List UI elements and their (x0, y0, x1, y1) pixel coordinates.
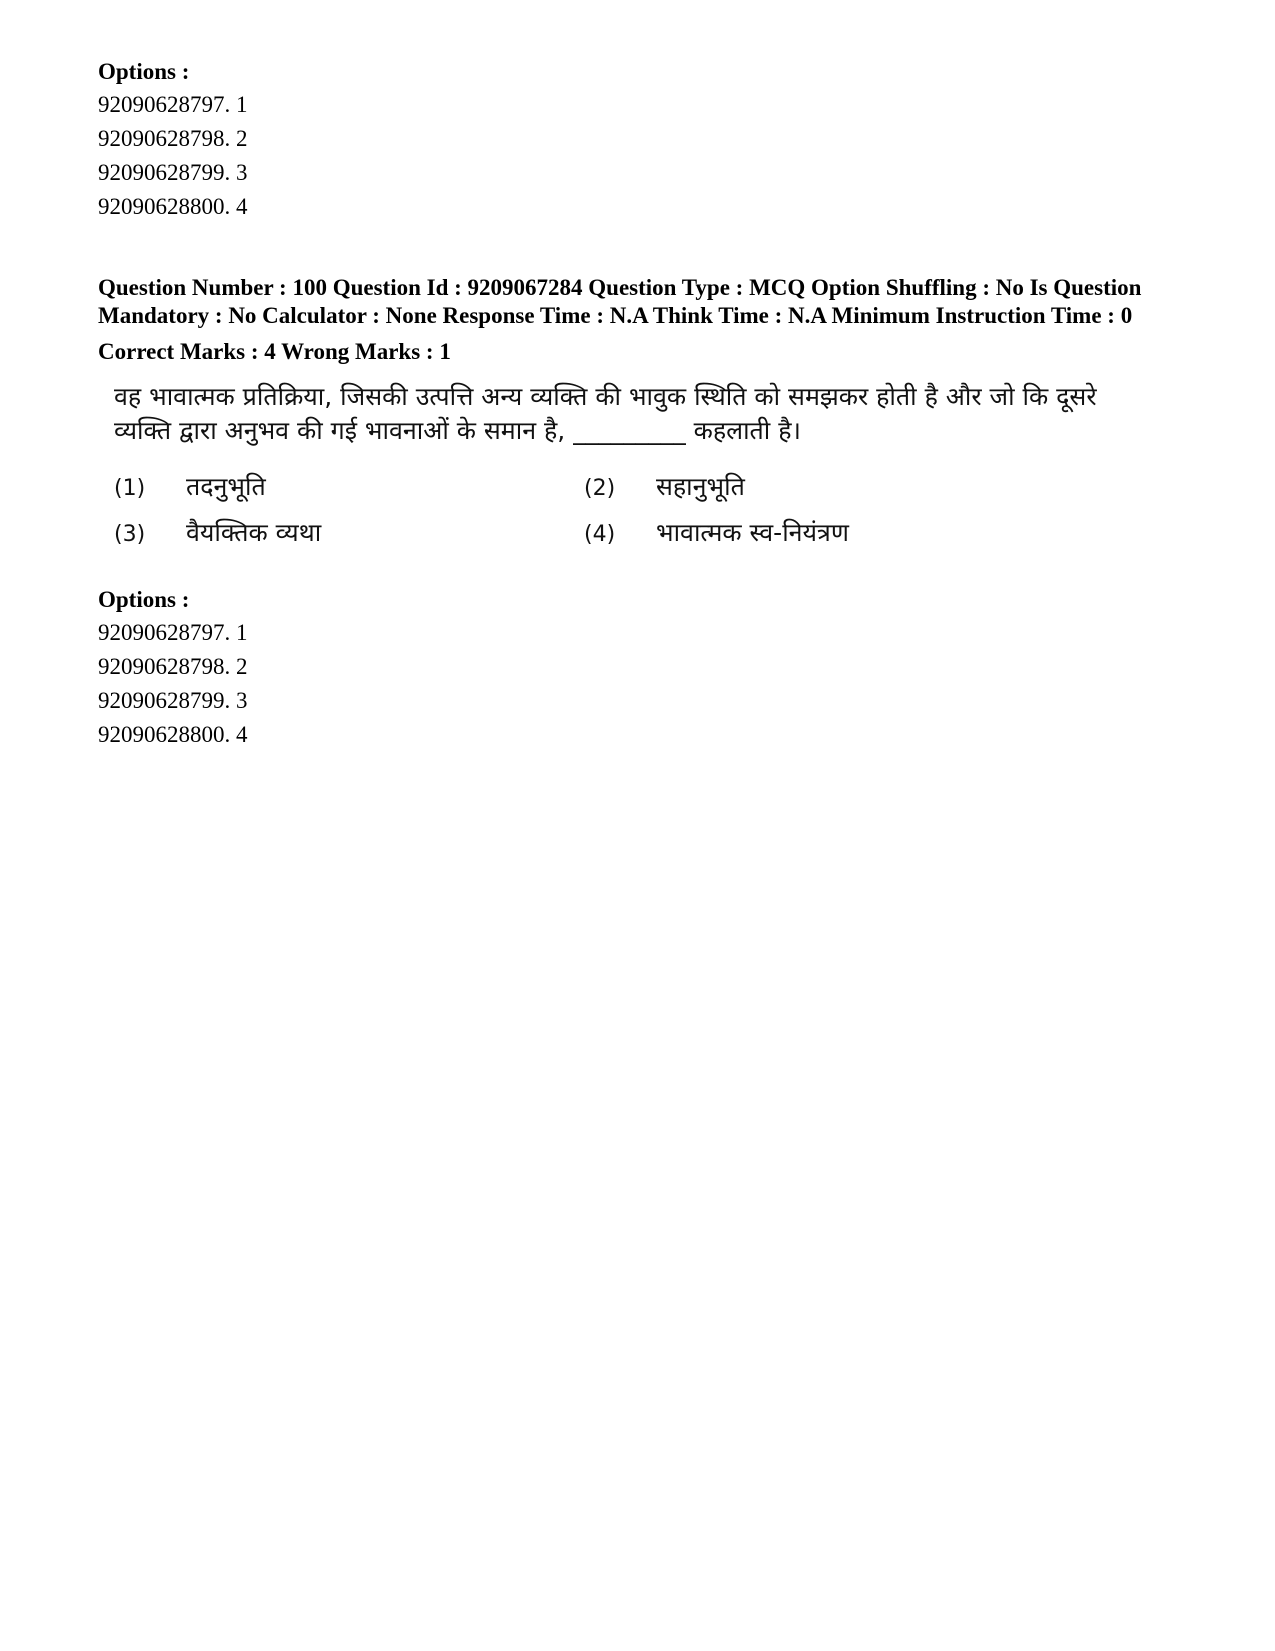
question-marks: Correct Marks : 4 Wrong Marks : 1 (98, 339, 451, 364)
choice-2 (584, 470, 1054, 506)
choice-number: (2) (584, 476, 616, 501)
choice-number: (3) (114, 522, 146, 547)
option-line: 92090628799. 3 (98, 160, 248, 185)
choice-1 (114, 470, 584, 506)
choices-grid (114, 470, 1114, 552)
question-body (114, 380, 1114, 552)
document-page (98, 58, 1198, 752)
choice-4 (584, 516, 1054, 552)
option-line: 92090628800. 4 (98, 722, 248, 747)
option-line: 92090628797. 1 (98, 620, 248, 645)
choice-text: भावात्मक स्व-नियंत्रण (656, 518, 849, 547)
choice-text: तदनुभूति (186, 472, 266, 501)
option-line: 92090628799. 3 (98, 688, 248, 713)
options-heading: Options : (98, 59, 190, 84)
choice-3 (114, 516, 584, 552)
options-block-current (98, 586, 1198, 752)
option-line: 92090628800. 4 (98, 194, 248, 219)
option-line: 92090628797. 1 (98, 92, 248, 117)
choice-text: वैयक्तिक व्यथा (186, 518, 322, 547)
question-text: वह भावात्मक प्रतिक्रिया, जिसकी उत्पत्ति अन्य व्यक्ति की भावुक स्थिति को समझकर होती है और जो कि दूसरे व्यक्ति द्वारा अनुभव की गई भावनाओं के समान है, _________ कहलाती है। (114, 382, 1097, 445)
option-line: 92090628798. 2 (98, 126, 248, 151)
choice-number: (1) (114, 476, 146, 501)
choice-text: सहानुभूति (656, 472, 745, 501)
choice-number: (4) (584, 522, 616, 547)
option-line: 92090628798. 2 (98, 654, 248, 679)
options-block-previous (98, 58, 1198, 224)
question-meta: Question Number : 100 Question Id : 9209067284 Question Type : MCQ Option Shuffling : No Is Question Mandatory : No Calculator : None Response Time : N.A Think Time : N.A Minimum Instruction Time : 0 (98, 275, 1142, 328)
options-heading: Options : (98, 587, 190, 612)
